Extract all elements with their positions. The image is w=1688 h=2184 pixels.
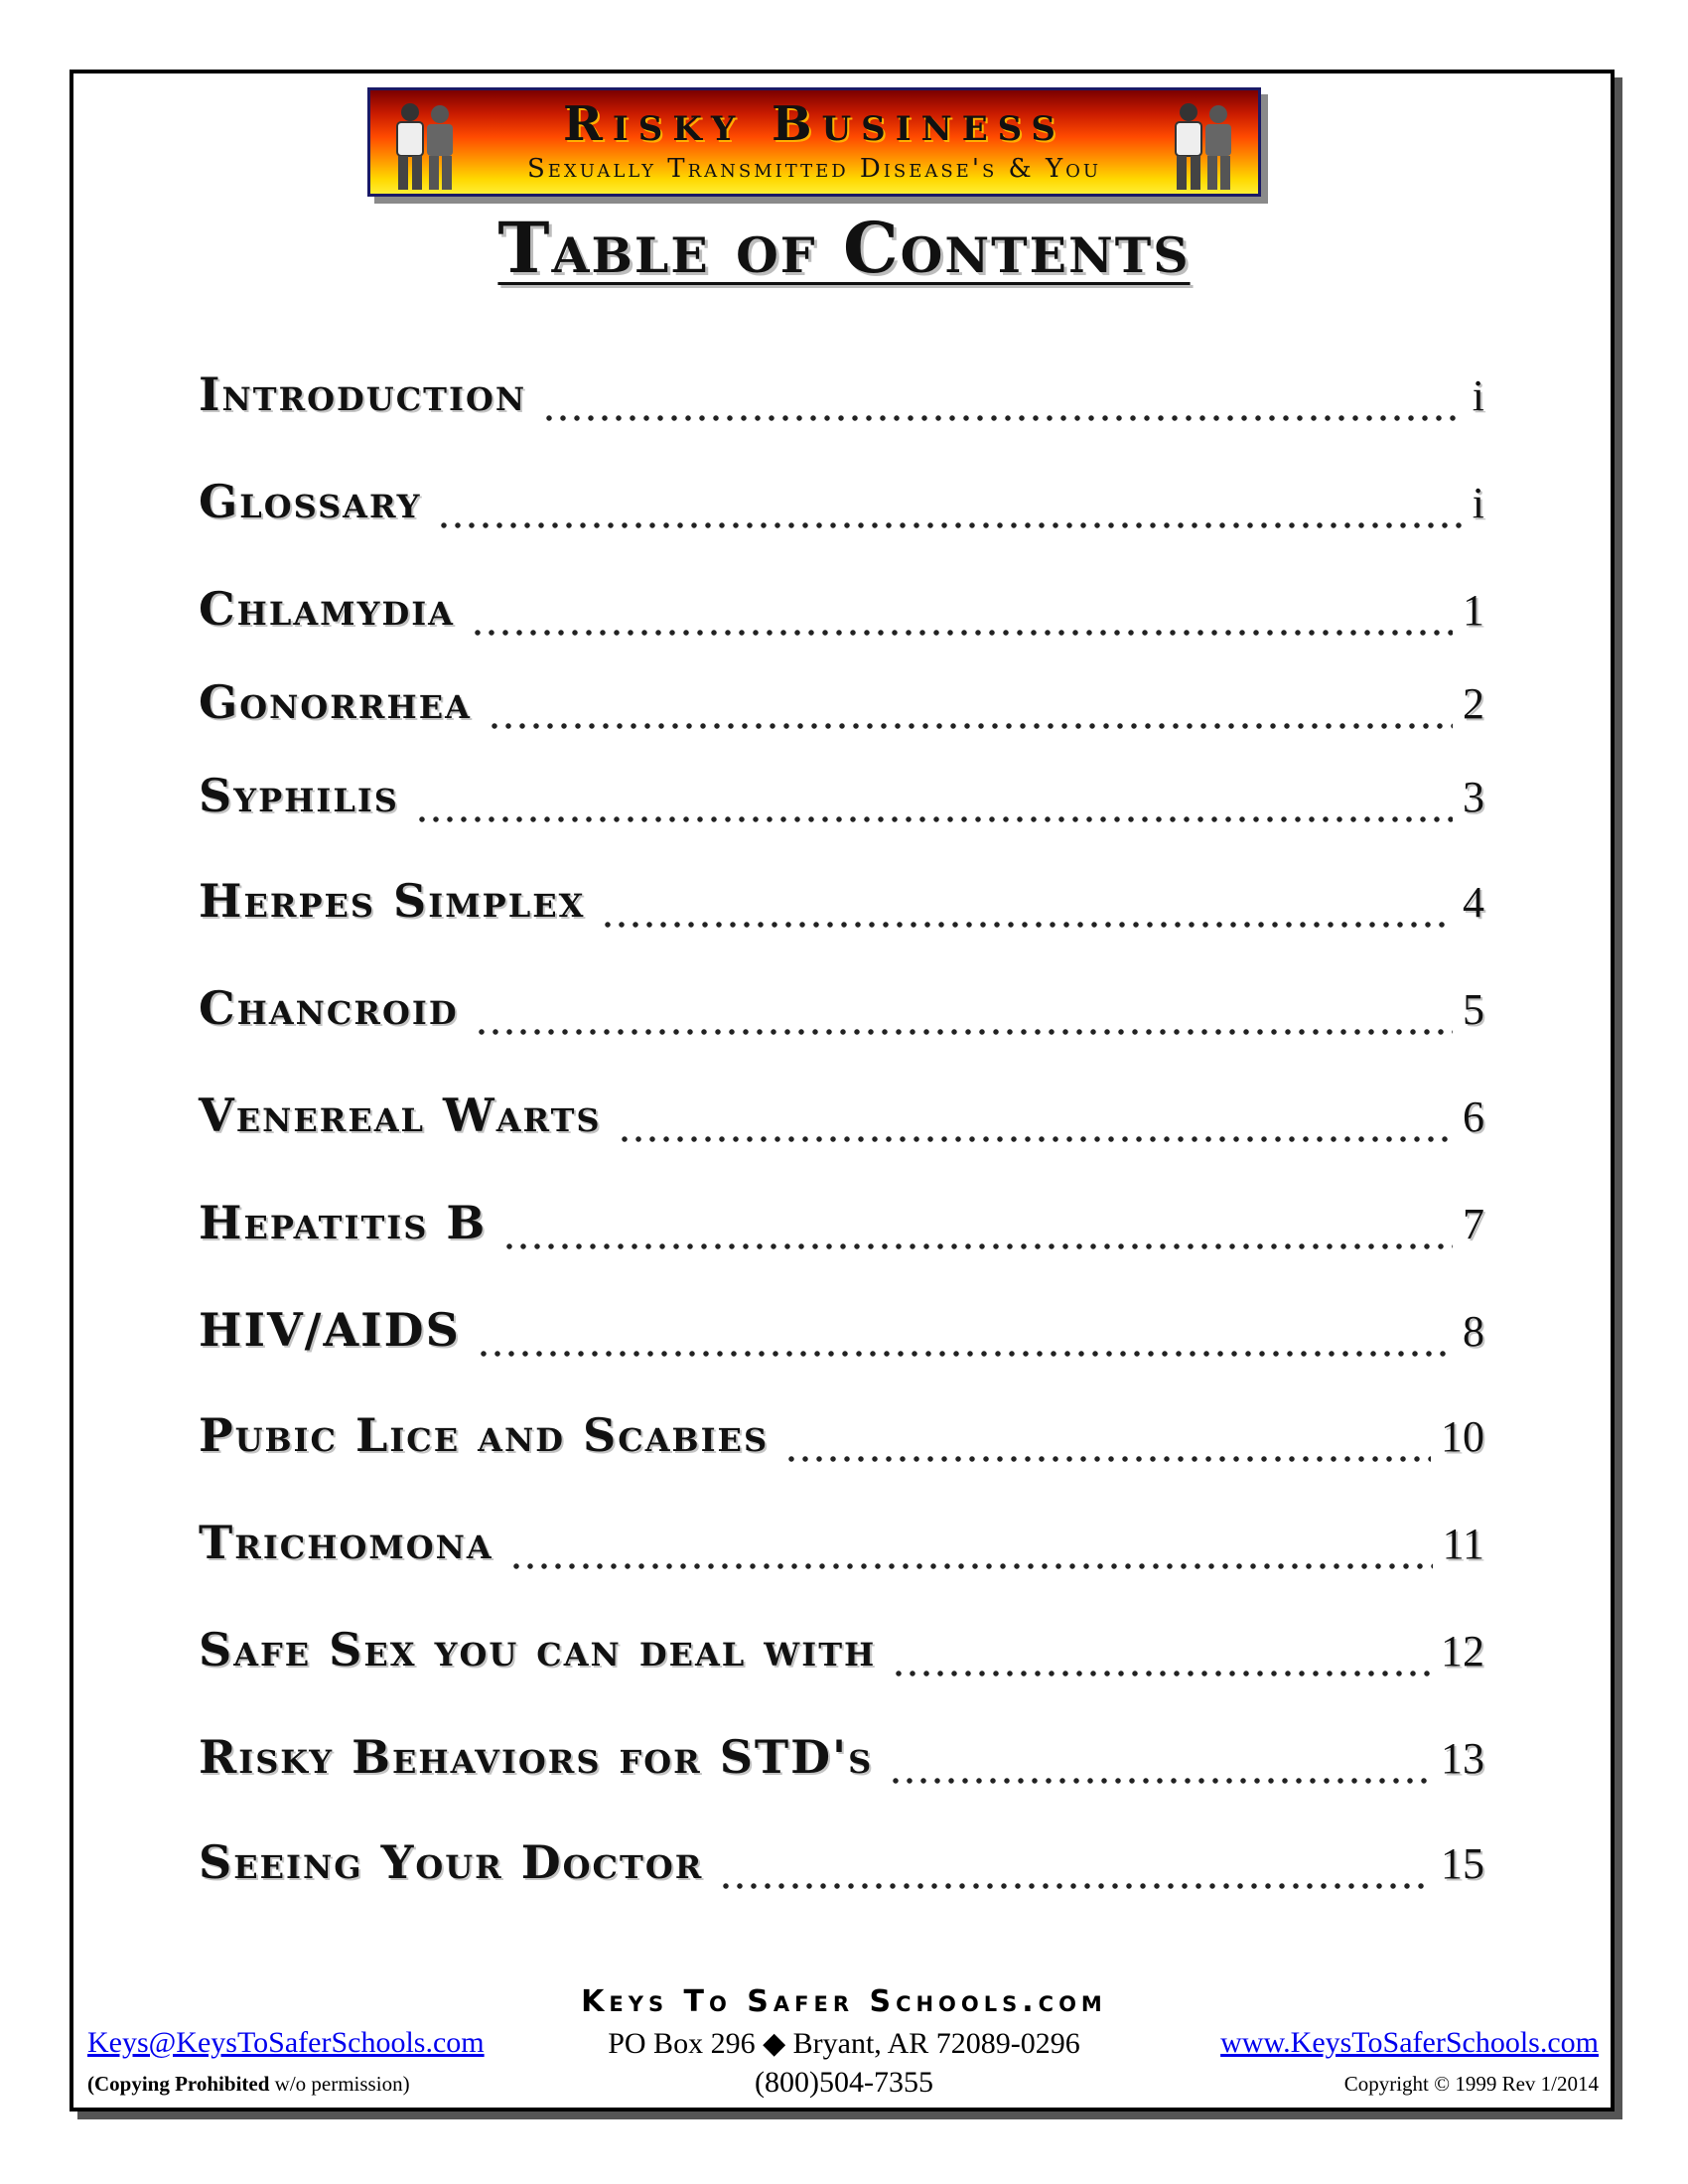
footer-phone: (800)504-7355 <box>755 2066 933 2099</box>
banner-title: Risky Business <box>562 96 1065 152</box>
copying-rest-text: w/o permission) <box>269 2072 410 2096</box>
toc-dot-leader <box>509 1561 1433 1571</box>
toc-entry[interactable] <box>199 582 1484 652</box>
toc-dot-leader <box>601 920 1453 930</box>
toc-dot-leader <box>477 1349 1453 1359</box>
toc-entry-page: 2 <box>1463 679 1484 728</box>
toc-entry[interactable] <box>199 1303 1484 1373</box>
toc-dot-leader <box>719 1881 1431 1891</box>
toc-entry-label: Chancroid <box>199 981 459 1035</box>
banner-subtitle: Sexually Transmitted Disease's & You <box>526 154 1102 184</box>
toc-entry-label: Safe Sex you can deal with <box>199 1623 877 1676</box>
header-banner <box>367 87 1261 197</box>
page-title: Table of Contents <box>497 207 1191 289</box>
toc-entry-page: 7 <box>1463 1200 1484 1248</box>
toc-entry-page: 3 <box>1463 773 1484 821</box>
toc-dot-leader <box>502 1241 1453 1251</box>
toc-entry-page: 11 <box>1442 1520 1484 1568</box>
toc-entry-page: 12 <box>1441 1627 1484 1675</box>
toc-entry-page: 13 <box>1441 1734 1484 1783</box>
toc-entry-page: 15 <box>1441 1839 1484 1888</box>
two-people-icon <box>1159 98 1248 194</box>
toc-dot-leader <box>415 814 1453 824</box>
toc-dot-leader <box>475 1027 1453 1037</box>
toc-entry-label: Glossary <box>199 475 422 528</box>
toc-entry[interactable] <box>199 1196 1484 1265</box>
toc-entry[interactable] <box>199 1408 1484 1478</box>
toc-entry[interactable] <box>199 769 1484 838</box>
toc-entry-label: Trichomona <box>199 1516 493 1569</box>
toc-entry-page: 1 <box>1463 586 1484 635</box>
toc-entry[interactable] <box>199 1730 1484 1800</box>
toc-entry[interactable] <box>199 1516 1484 1585</box>
toc-entry[interactable] <box>199 475 1484 544</box>
toc-entry-label: Venereal Warts <box>199 1089 602 1142</box>
toc-entry-label: Risky Behaviors for STD's <box>199 1730 874 1784</box>
toc-dot-leader <box>488 721 1453 731</box>
footer-copyright: Copyright © 1999 Rev 1/2014 <box>1343 2072 1599 2096</box>
toc-entry-page: i <box>1472 371 1484 420</box>
toc-dot-leader <box>889 1776 1431 1786</box>
toc-dot-leader <box>784 1454 1431 1464</box>
toc-entry-label: Introduction <box>199 367 527 421</box>
toc-entry-label: HIV/AIDS <box>199 1303 461 1357</box>
toc-entry[interactable] <box>199 675 1484 745</box>
toc-entry-page: 10 <box>1441 1412 1484 1461</box>
toc-entry-label: Gonorrhea <box>199 675 472 729</box>
toc-entry[interactable] <box>199 1623 1484 1692</box>
toc-entry-label: Chlamydia <box>199 582 455 636</box>
footer-brand: Keys To Safer Schools.com <box>581 1984 1107 2019</box>
toc-entry[interactable] <box>199 1089 1484 1158</box>
footer-email-link[interactable]: Keys@KeysToSaferSchools.com <box>87 2026 485 2059</box>
toc-dot-leader <box>471 628 1453 638</box>
toc-entry-page: 6 <box>1463 1092 1484 1141</box>
toc-entry[interactable] <box>199 874 1484 944</box>
toc-entry-page: i <box>1472 479 1484 527</box>
toc-entry-page: 4 <box>1463 878 1484 927</box>
toc-entry-label: Herpes Simplex <box>199 874 586 928</box>
copying-bold-text: (Copying Prohibited <box>87 2072 270 2096</box>
toc-dot-leader <box>618 1134 1454 1144</box>
toc-entry[interactable] <box>199 981 1484 1051</box>
footer-website-link[interactable]: www.KeysToSaferSchools.com <box>1220 2026 1599 2059</box>
toc-entry-page: 5 <box>1463 985 1484 1034</box>
toc-dot-leader <box>542 413 1463 423</box>
toc-entry[interactable] <box>199 367 1484 437</box>
toc-entry-label: Seeing Your Doctor <box>199 1835 704 1889</box>
toc-entry-page: 8 <box>1463 1307 1484 1356</box>
toc-entry[interactable] <box>199 1835 1484 1905</box>
toc-entry-label: Pubic Lice and Scabies <box>199 1408 770 1462</box>
footer-address: PO Box 296 ◆ Bryant, AR 72089-0296 <box>608 2027 1080 2060</box>
toc-dot-leader <box>437 520 1462 530</box>
toc-entry-label: Hepatitis B <box>199 1196 488 1249</box>
toc-entry-label: Syphilis <box>199 769 399 822</box>
toc-dot-leader <box>892 1669 1431 1678</box>
